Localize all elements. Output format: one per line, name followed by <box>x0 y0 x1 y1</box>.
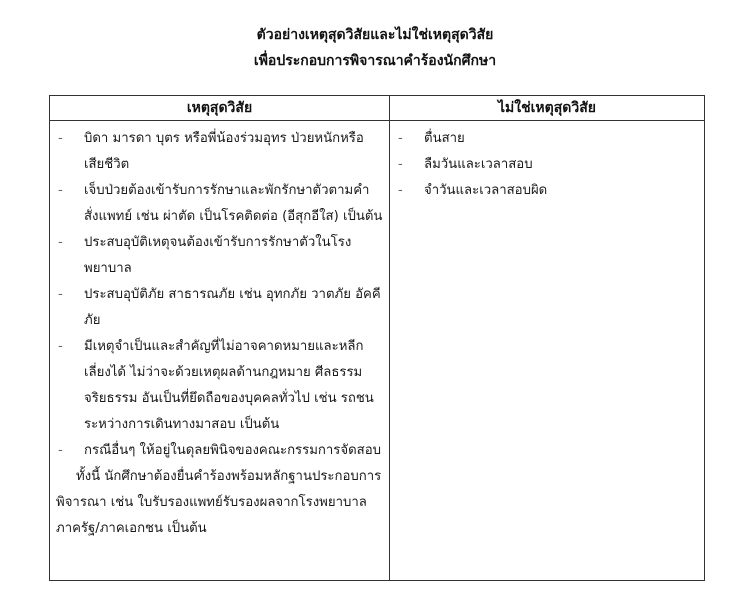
list-item-text: ประสบอุบัติเหตุจนต้องเข้ารับการรักษาตัวในโรงพยาบาล <box>84 235 352 276</box>
header-force-majeure: เหตุสุดวิสัย <box>50 96 390 121</box>
list-item <box>56 230 383 282</box>
not-force-majeure-list <box>396 126 698 204</box>
bullet-dash: - <box>58 339 63 354</box>
bullet-dash: - <box>58 287 63 302</box>
bullet-dash: - <box>398 157 403 172</box>
list-item <box>56 282 383 334</box>
table-row <box>50 121 705 581</box>
list-item <box>396 126 698 152</box>
list-item-text: บิดา มารดา บุตร หรือพี่น้องร่วมอุทร ป่วยหนักหรือเสียชีวิต <box>84 131 364 172</box>
list-item <box>56 438 383 464</box>
bullet-dash: - <box>58 443 63 458</box>
bullet-dash: - <box>58 235 63 250</box>
list-item-text: ลืมวันและเวลาสอบ <box>424 157 533 172</box>
list-item <box>56 334 383 438</box>
list-item <box>396 178 698 204</box>
bullet-dash: - <box>398 131 403 146</box>
evidence-note: ทั้งนี้ นักศึกษาต้องยื่นคำร้องพร้อมหลักฐานประกอบการพิจารณา เช่น ใบรับรองแพทย์รับรองผลจากโรงพยาบาลภาครัฐ/ภาคเอกชน เป็นต้น <box>56 469 382 536</box>
list-item-text: ประสบอุบัติภัย สาธารณภัย เช่น อุทกภัย วาตภัย อัคคีภัย <box>84 287 381 328</box>
list-item-text: จำวันและเวลาสอบผิด <box>424 183 548 198</box>
document-title: ตัวอย่างเหตุสุดวิสัยและไม่ใช่เหตุสุดวิสัย <box>256 27 494 43</box>
header-not-force-majeure: ไม่ใช่เหตุสุดวิสัย <box>390 96 705 121</box>
bullet-dash: - <box>58 131 63 146</box>
document-subtitle: เพื่อประกอบการพิจารณาคำร้องนักศึกษา <box>253 53 497 69</box>
list-item-text: มีเหตุจำเป็นและสำคัญที่ไม่อาจคาดหมายและหลีกเลี่ยงได้ ไม่ว่าจะด้วยเหตุผลด้านกฎหมาย ศีลธรรม จริยธรรม อันเป็นที่ยึดถือของบุคคลทั่วไป เช่น รถชนระหว่างการเดินทางมาสอบ เป็นต้น <box>84 339 374 432</box>
comparison-table <box>49 95 705 581</box>
list-item-text: เจ็บป่วยต้องเข้ารับการรักษาและพักรักษาตัวตามคำสั่งแพทย์ เช่น ผ่าตัด เป็นโรคติดต่อ (อีสุกอีใส) เป็นต้น <box>84 183 383 224</box>
list-item <box>56 178 383 230</box>
table-header-row <box>50 96 705 121</box>
not-force-majeure-cell <box>390 121 705 581</box>
force-majeure-list <box>56 126 383 464</box>
bullet-dash: - <box>398 183 403 198</box>
list-item-text: ตื่นสาย <box>424 131 465 146</box>
bullet-dash: - <box>58 183 63 198</box>
force-majeure-cell <box>50 121 390 581</box>
list-item <box>56 126 383 178</box>
list-item-text: กรณีอื่นๆ ให้อยู่ในดุลยพินิจของคณะกรรมการจัดสอบ <box>84 443 382 458</box>
list-item <box>396 152 698 178</box>
